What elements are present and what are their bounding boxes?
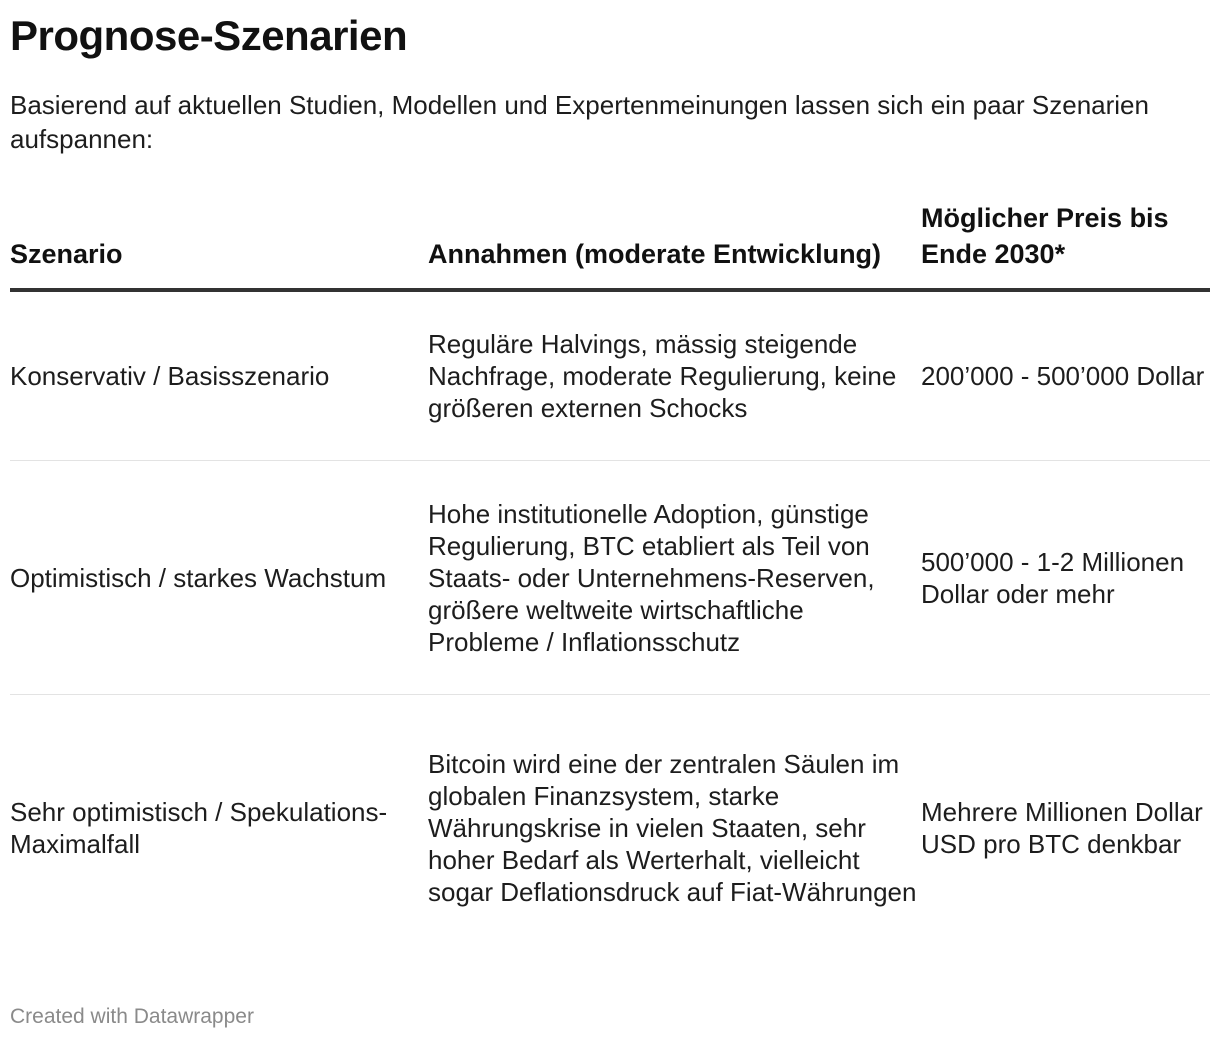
cell-price: Mehrere Millionen Dollar USD pro BTC denkbar [921,796,1203,859]
page [10,0,1210,907]
table-row [10,695,1210,961]
cell-price: 200’000 - 500’000 Dollar [921,290,1210,461]
column-header-price: Möglicher Preis bis Ende 2030* [921,200,1210,290]
table-row [10,461,1210,695]
datawrapper-credit-link[interactable]: Created with Datawrapper [10,1005,254,1028]
intro-text: Basierend auf aktuellen Studien, Modellen und Expertenmeinungen lassen sich ein paar Szenarien aufspannen: [10,90,1149,154]
cell-price: 500’000 - 1-2 Millionen Dollar oder mehr [921,461,1210,695]
scenario-table [10,200,1210,960]
table-row [10,290,1210,461]
page-title: Prognose-Szenarien [10,12,408,59]
column-header-scenario: Szenario [10,200,428,290]
cell-assumptions: Bitcoin wird eine der zentralen Säulen im globalen Finanzsystem, starke Währungskrise in vielen Staaten, sehr hoher Bedarf als Werterhalt, vielleicht sogar Deflationsdruck auf Fiat-Währungen [428,748,917,907]
cell-scenario: Konservativ / Basisszenario [10,290,428,461]
cell-assumptions: Reguläre Halvings, mässig steigende Nachfrage, moderate Regulierung, keine größeren externen Schocks [428,290,921,461]
cell-scenario: Sehr optimistisch / Spekulations-Maximalfall [10,796,388,859]
column-header-assumptions: Annahmen (moderate Entwicklung) [428,200,921,290]
table-header-row [10,200,1210,290]
cell-scenario: Optimistisch / starkes Wachstum [10,461,428,695]
cell-assumptions: Hohe institutionelle Adoption, günstige Regulierung, BTC etabliert als Teil von Staats- oder Unternehmens-Reserven, größere weltweite wirtschaftliche Probleme / Inflationsschutz [428,461,921,695]
